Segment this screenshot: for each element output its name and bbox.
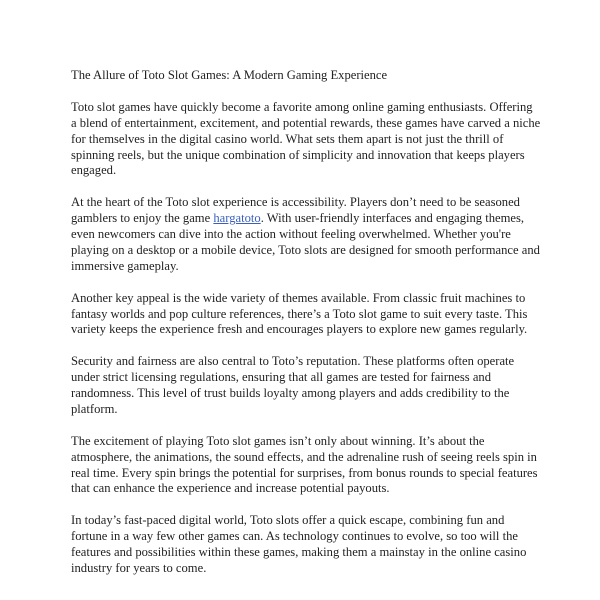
- hargatoto-link[interactable]: hargatoto: [213, 211, 261, 226]
- paragraph-intro: Toto slot games have quickly become a favorite among online gaming enthusiasts. Offering a blend of entertainment, excitement, and potential rewards, these games have carved a niche for themselves in the digital casino world. What sets them apart is not just the thrill of spinning reels, but the unique combination of simplicity and innovation that keeps players engaged.: [71, 99, 541, 178]
- paragraph-security: Security and fairness are also central to Toto’s reputation. These platforms often operate under strict licensing regulations, ensuring that all games are tested for fairness and randomness. This level of trust builds loyalty among players and adds credibility to the platform.: [71, 354, 515, 416]
- paragraph-accessibility: [71, 195, 541, 275]
- paragraph-excitement: The excitement of playing Toto slot games isn’t only about winning. It’s about the atmosphere, the animations, the sound effects, and the adrenaline rush of seeing reels spin in real time. Every spin brings the potential for surprises, from bonus rounds to special features that can enhance the experience and increase potential payouts.: [71, 433, 538, 496]
- paragraph-themes: Another key appeal is the wide variety of themes available. From classic fruit machines to fantasy worlds and pop culture references, there’s a Toto slot game to suit every taste. This variety keeps the experience fresh and encourages players to explore new games regularly.: [71, 290, 528, 337]
- document-title: The Allure of Toto Slot Games: A Modern Gaming Experience: [71, 68, 388, 82]
- paragraph-conclusion: In today’s fast-paced digital world, Toto slots offer a quick escape, combining fun and fortune in a way few other games can. As technology continues to evolve, so too will the features and possibilities within these games, making them a mainstay in the online casino industry for years to come.: [71, 513, 527, 575]
- paragraph-text: . With user-friendly interfaces and engaging themes, even newcomers can dive into the action without feeling overwhelmed. Whether you're playing on a desktop or a mobile device, Toto slots are designed for smooth performance and immersive gameplay.: [71, 211, 540, 273]
- document-page: [71, 68, 541, 593]
- paragraph-text: At the heart of the Toto slot experience is accessibility. Players don’t need to be seasoned gamblers to enjoy the game: [71, 195, 520, 226]
